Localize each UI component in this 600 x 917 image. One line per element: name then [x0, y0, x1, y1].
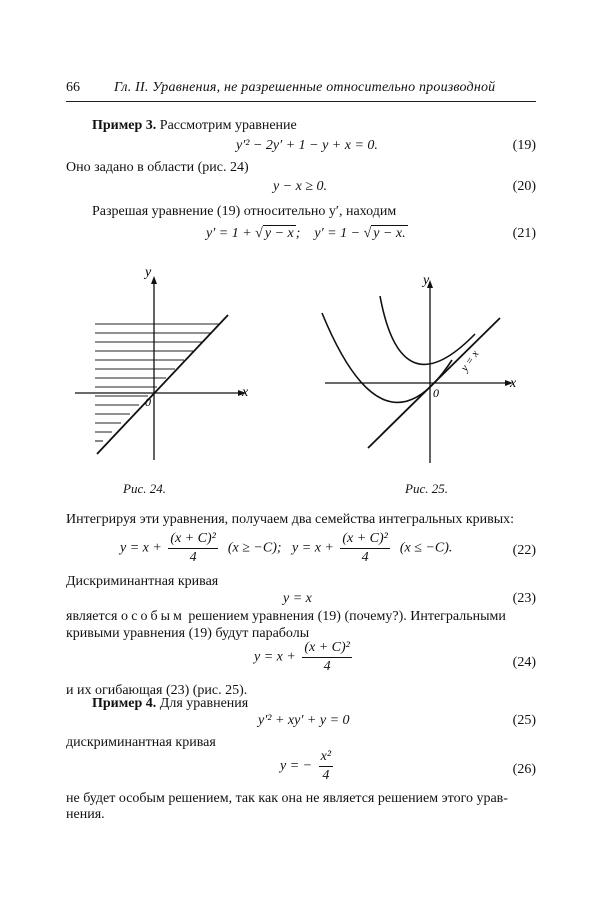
- integrate-text: Интегрируя эти уравнения, получаем два семейства интегральных кривых:: [66, 512, 515, 527]
- chapter-title: Гл. II. Уравнения, не разрешенные относительно производной: [114, 80, 496, 95]
- equation-22: [120, 531, 452, 566]
- eq22-b-condition: (x ≤ −C).: [399, 540, 453, 556]
- equation-25: y′² + xy′ + y = 0: [258, 713, 350, 728]
- eq24-lead: y = x +: [254, 649, 296, 665]
- eq24-numerator: (x + C)²: [302, 640, 352, 658]
- fig24-hatching: [95, 324, 220, 441]
- eq22-a-lead: y = x +: [120, 540, 162, 556]
- solve-text: Разрешая уравнение (19) относительно y′, находим: [92, 204, 397, 219]
- header-rule: [66, 101, 536, 102]
- fig24-line-y-equals-x: [97, 315, 228, 454]
- discriminant-text: Дискриминантная кривая: [66, 574, 219, 589]
- page-number: 66: [66, 80, 80, 95]
- eq21-part-a: y′ = 1 +: [206, 226, 252, 241]
- singular-pre: является: [66, 609, 118, 624]
- sqrt-symbol: √: [363, 226, 372, 241]
- sqrt-symbol: √: [255, 226, 263, 241]
- fig25-line-label: y = x: [458, 348, 482, 374]
- equation-26: [280, 749, 336, 784]
- eq22-b-lead: y = x +: [292, 540, 334, 556]
- fig24-x-label: x: [242, 385, 249, 400]
- equation-21: y′ = 1 + √ y − x ; y′ = 1 − √ y − x.: [206, 226, 406, 241]
- example3-intro: [92, 118, 297, 134]
- running-header: [66, 80, 536, 102]
- eq26-numerator: x²: [319, 749, 333, 767]
- fig25-x-label: x: [510, 376, 517, 391]
- example4-discriminant-text: дискриминантная кривая: [66, 735, 216, 750]
- equation-number-21: (21): [512, 226, 536, 241]
- eq26-fraction: [319, 749, 333, 784]
- eq22-a-numerator: (x + C)²: [168, 531, 218, 549]
- final-text-line2: нения.: [66, 807, 105, 822]
- eq22-a-fraction: [168, 531, 218, 566]
- eq26-lead: y = −: [280, 758, 313, 774]
- eq24-denominator: 4: [323, 659, 331, 674]
- equation-19: y′² − 2y′ + 1 − y + x = 0.: [236, 138, 378, 153]
- domain-text: Оно задано в области (рис. 24): [66, 160, 249, 175]
- fig25-origin-label: 0: [433, 386, 439, 400]
- example3-label: Пример 3.: [92, 118, 157, 133]
- eq26-denominator: 4: [322, 768, 330, 783]
- eq22-b-fraction: [340, 531, 390, 566]
- singular-post: решением уравнения (19) (почему?). Интегральными: [188, 609, 506, 624]
- eq22-b-denominator: 4: [361, 550, 369, 565]
- equation-20: y − x ≥ 0.: [273, 179, 328, 194]
- equation-23: y = x: [283, 591, 312, 606]
- equation-number-25: (25): [512, 713, 536, 728]
- equation-24: [254, 640, 355, 675]
- fig25-caption: Рис. 25.: [405, 481, 448, 496]
- figure-24: [60, 262, 260, 462]
- equation-number-24: (24): [512, 655, 536, 670]
- equation-number-23: (23): [512, 591, 536, 606]
- eq22-a-denominator: 4: [189, 550, 197, 565]
- example4-intro: [92, 696, 248, 712]
- eq21-root-a: y − x: [264, 226, 294, 241]
- fig24-y-arrow: [151, 276, 157, 284]
- singular-text: [66, 609, 506, 625]
- equation-number-26: (26): [512, 762, 536, 777]
- eq22-b-numerator: (x + C)²: [340, 531, 390, 549]
- fig25-parabola-2: [380, 296, 475, 364]
- final-text-line1: не будет особым решением, так как она не является решением этого урав-: [66, 791, 508, 806]
- fig25-y-label: y: [423, 273, 430, 288]
- example4-label: Пример 4.: [92, 696, 157, 711]
- envelope-text: и их огибающая (23) (рис. 25).: [66, 683, 248, 698]
- equation-number-22: (22): [512, 543, 536, 558]
- singular-word: особым: [120, 609, 185, 624]
- fig24-y-label: y: [145, 265, 152, 280]
- eq24-fraction: [302, 640, 352, 675]
- eq22-a-condition: (x ≥ −C);: [227, 540, 282, 556]
- parabolas-text: кривыми уравнения (19) будут параболы: [66, 626, 310, 641]
- figure-25: [310, 268, 530, 468]
- eq21-root-b: y − x.: [373, 226, 406, 241]
- example4-intro-text: Для уравнения: [159, 696, 249, 711]
- example3-intro-text: Рассмотрим уравнение: [159, 118, 297, 133]
- eq21-part-b: y′ = 1 −: [314, 226, 361, 241]
- equation-number-19: (19): [512, 138, 536, 153]
- equation-number-20: (20): [512, 179, 536, 194]
- fig24-origin-label: 0: [145, 395, 151, 409]
- fig24-caption: Рис. 24.: [123, 481, 166, 496]
